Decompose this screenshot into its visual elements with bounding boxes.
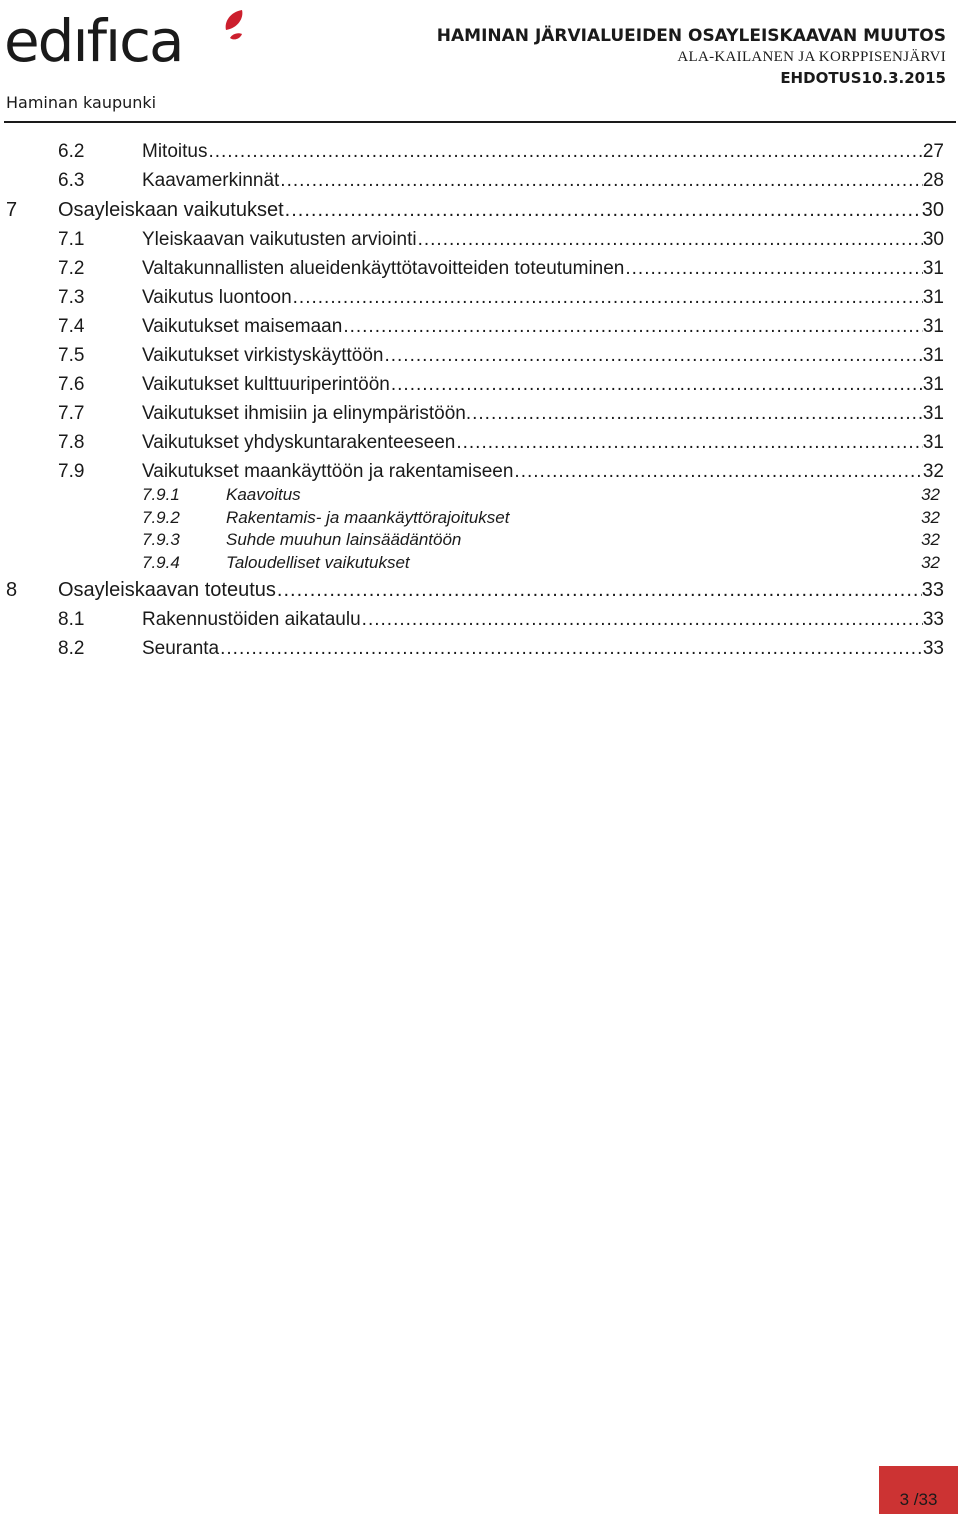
toc-entry[interactable] xyxy=(0,551,960,574)
toc-entry-page: 33 xyxy=(922,609,944,630)
toc-entry[interactable] xyxy=(0,399,960,428)
toc-entry-number: 7.9.4 xyxy=(142,553,180,572)
toc-entry-number: 8.2 xyxy=(58,638,85,659)
toc-entry-number: 7.5 xyxy=(58,345,85,366)
toc-leader-dots xyxy=(292,283,923,312)
header-divider xyxy=(4,121,956,123)
toc-leader-dots xyxy=(390,370,923,399)
toc-entry-number: 7.9.2 xyxy=(142,508,180,527)
toc-entry-number: 7.9 xyxy=(58,461,85,482)
toc-entry-number: 7.8 xyxy=(58,432,85,453)
toc-entry-number: 8 xyxy=(6,579,18,601)
toc-entry[interactable] xyxy=(0,312,960,341)
toc-entry-title: Osayleiskaan vaikutukset xyxy=(58,199,284,221)
page-total: /33 xyxy=(909,1490,938,1509)
document-header xyxy=(437,24,946,90)
toc-entry-title: Kaavamerkinnät xyxy=(142,170,280,191)
toc-entry-title: Suhde muuhun lainsäädäntöön xyxy=(226,530,462,549)
toc-leader-dots xyxy=(342,312,923,341)
toc-leader-dots xyxy=(455,428,923,457)
toc-entry-page: 33 xyxy=(922,638,944,659)
toc-entry-number: 7.7 xyxy=(58,403,85,424)
toc-entry-title: Kaavoitus xyxy=(226,485,301,504)
toc-entry-number: 7 xyxy=(6,199,18,221)
toc-leader-dots xyxy=(513,457,922,486)
toc-entry-page: 32 xyxy=(921,485,940,504)
toc-entry[interactable] xyxy=(0,605,960,634)
toc-entry-page: 28 xyxy=(922,170,944,191)
toc-leader-dots xyxy=(417,225,923,254)
logo-wordmark: edıfıca xyxy=(4,7,183,75)
toc-entry-title: Valtakunnallisten alueidenkäyttötavoitteiden toteutuminen xyxy=(142,258,625,279)
toc-entry[interactable] xyxy=(0,254,960,283)
toc-entry-page: 32 xyxy=(921,553,940,572)
toc-entry-number: 8.1 xyxy=(58,609,85,630)
document-title: HAMINAN JÄRVIALUEIDEN OSAYLEISKAAVAN MUUTOS xyxy=(436,26,946,46)
toc-entry-title: Seuranta xyxy=(142,638,220,659)
toc-entry-page: 31 xyxy=(922,258,944,279)
toc-entry[interactable] xyxy=(0,166,960,195)
toc-leader-dots xyxy=(219,634,923,663)
toc-entry-page: 30 xyxy=(922,229,944,250)
toc-entry-page: 32 xyxy=(921,530,940,549)
toc-entry-number: 7.1 xyxy=(58,229,85,250)
document-date: EHDOTUS10.3.2015 xyxy=(780,69,946,87)
toc-leader-dots xyxy=(624,254,922,283)
toc-entry-title: Rakentamis- ja maankäyttörajoitukset xyxy=(226,508,510,527)
toc-entry-page: 33 xyxy=(921,579,944,601)
toc-entry-title: Vaikutukset yhdyskuntarakenteeseen xyxy=(142,432,456,453)
city-name: Haminan kaupunki xyxy=(6,93,157,112)
toc-entry-number: 7.4 xyxy=(58,316,85,337)
toc-entry[interactable] xyxy=(0,341,960,370)
toc-entry-page: 31 xyxy=(922,374,944,395)
toc-entry-page: 31 xyxy=(922,287,944,308)
toc-entry[interactable] xyxy=(0,528,960,551)
toc-entry-number: 7.3 xyxy=(58,287,85,308)
toc-leader-dots xyxy=(471,399,923,428)
toc-entry[interactable] xyxy=(0,137,960,166)
toc-entry-title: Vaikutukset maisemaan xyxy=(142,316,343,337)
toc-entry[interactable] xyxy=(0,506,960,529)
toc-entry-title: Vaikutukset ihmisiin ja elinympäristöön. xyxy=(142,403,472,424)
toc-entry[interactable] xyxy=(0,283,960,312)
toc-leader-dots xyxy=(279,166,923,195)
toc-entry[interactable] xyxy=(0,483,960,506)
toc-entry-number: 6.3 xyxy=(58,170,85,191)
toc-entry-title: Vaikutus luontoon xyxy=(142,287,292,308)
toc-entry-number: 7.9.3 xyxy=(142,530,180,549)
page-number-badge xyxy=(879,1466,958,1514)
toc-leader-dots xyxy=(284,196,922,224)
toc-leader-dots xyxy=(383,341,922,370)
toc-entry-number: 7.2 xyxy=(58,258,85,279)
toc-entry-title: Vaikutukset maankäyttöön ja rakentamiseen xyxy=(142,461,514,482)
toc-entry[interactable] xyxy=(0,428,960,457)
toc-entry-number: 7.9.1 xyxy=(142,485,180,504)
toc-entry[interactable] xyxy=(0,370,960,399)
toc-entry[interactable] xyxy=(0,225,960,254)
toc-leader-dots xyxy=(207,137,922,166)
toc-entry[interactable] xyxy=(0,196,960,224)
edifica-logo xyxy=(4,2,254,86)
toc-entry-page: 30 xyxy=(921,199,944,221)
logo-mark-icon xyxy=(222,8,248,44)
toc-entry-title: Vaikutukset kulttuuriperintöön xyxy=(142,374,390,395)
toc-entry-number: 7.6 xyxy=(58,374,85,395)
toc-entry-title: Yleiskaavan vaikutusten arviointi xyxy=(142,229,417,250)
toc-entry[interactable] xyxy=(0,457,960,486)
toc-entry-page: 27 xyxy=(922,141,944,162)
toc-entry-page: 32 xyxy=(921,508,940,527)
document-subtitle: ALA-KAILANEN JA KORPPISENJÄRVI xyxy=(677,49,946,65)
toc-entry-title: Osayleiskaavan toteutus xyxy=(58,579,276,601)
page-current: 3 xyxy=(899,1490,910,1509)
toc-leader-dots xyxy=(276,576,922,604)
toc-entry-page: 32 xyxy=(922,461,944,482)
toc-entry-page: 31 xyxy=(922,403,944,424)
toc-entry-title: Vaikutukset virkistyskäyttöön xyxy=(142,345,384,366)
toc-entry-page: 31 xyxy=(922,345,944,366)
toc-entry-number: 6.2 xyxy=(58,141,85,162)
toc-entry-page: 31 xyxy=(922,432,944,453)
toc-entry-title: Mitoitus xyxy=(142,141,208,162)
toc-entry-title: Rakennustöiden aikataulu xyxy=(142,609,361,630)
toc-entry-title: Taloudelliset vaikutukset xyxy=(226,553,410,572)
toc-leader-dots xyxy=(361,605,923,634)
toc-entry-page: 31 xyxy=(922,316,944,337)
toc-entry[interactable] xyxy=(0,576,960,604)
toc-entry[interactable] xyxy=(0,634,960,663)
